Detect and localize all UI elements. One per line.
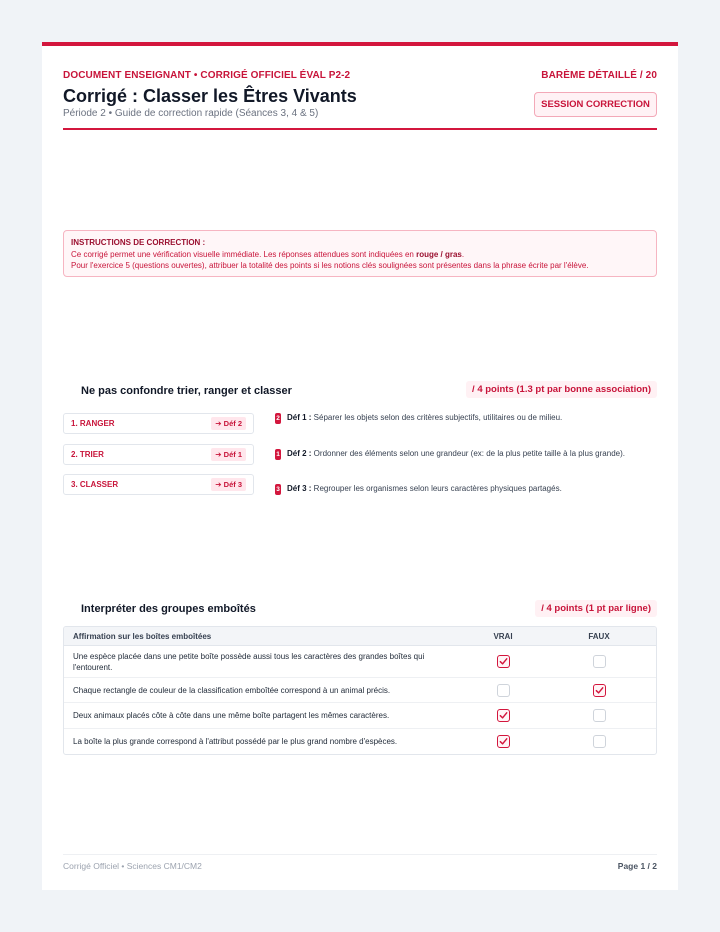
term-label: 2. TRIER	[71, 450, 104, 459]
page-title: Corrigé : Classer les Êtres Vivants	[63, 86, 357, 106]
instructions-heading: INSTRUCTIONS DE CORRECTION :	[71, 238, 206, 247]
statement-text: Deux animaux placés côte à côte dans une même boîte partagent les mêmes caractères.	[73, 711, 390, 720]
term-answer-tag: ➔ Déf 3	[211, 478, 246, 491]
instructions-line-2: Pour l'exercice 5 (questions ouvertes), attribuer la totalité des points si les notions clés soulignées sont présentes dans la phrase écrite par l'élève.	[71, 261, 589, 270]
definition-text: Déf 2 : Ordonner des éléments selon une grandeur (ex: de la plus petite taille à la plus grande).	[287, 449, 625, 458]
term-answer-tag: ➔ Déf 1	[211, 448, 246, 461]
table-row	[64, 646, 656, 678]
term-trier	[63, 444, 254, 465]
definition-text: Déf 3 : Regrouper les organismes selon leurs caractères physiques partagés.	[287, 484, 562, 493]
definition-number-badge: 2	[276, 415, 280, 422]
section-1-points: / 4 points (1.3 pt par bonne association)	[466, 381, 657, 398]
section-2-title: Interpréter des groupes emboîtés	[81, 603, 256, 615]
term-label: 1. RANGER	[71, 419, 115, 428]
false-checkbox[interactable]	[593, 735, 606, 748]
bareme-label: BARÈME DÉTAILLÉ / 20	[541, 70, 657, 81]
footer-divider	[63, 854, 657, 855]
true-checkbox[interactable]	[497, 709, 510, 722]
column-header-true: VRAI	[493, 631, 513, 641]
true-false-table	[63, 626, 657, 755]
column-header-statement: Affirmation sur les boîtes emboîtées	[73, 631, 212, 641]
statement-text: Une espèce placée dans une petite boîte possède aussi tous les caractères des grandes boîtes qui l'entourent.	[73, 651, 425, 672]
section-1-title: Ne pas confondre trier, ranger et classer	[81, 385, 292, 397]
document-page	[42, 42, 678, 890]
session-badge: SESSION CORRECTION	[534, 92, 657, 117]
table-body	[64, 646, 656, 754]
instructions-line-1: Ce corrigé permet une vérification visuelle immédiate. Les réponses attendues sont indiquées en rouge / gras.	[71, 250, 465, 259]
term-ranger	[63, 413, 254, 434]
table-row	[64, 678, 656, 703]
definition-1	[275, 413, 665, 424]
term-answer-tag: ➔ Déf 2	[211, 417, 246, 430]
statement-text: Chaque rectangle de couleur de la classification emboîtée correspond à un animal précis.	[73, 685, 391, 695]
footer-text: Corrigé Officiel • Sciences CM1/CM2	[63, 861, 202, 871]
definition-text: Déf 1 : Séparer les objets selon des critères subjectifs, utilitaires ou de milieu.	[287, 413, 563, 422]
statement-text: La boîte la plus grande correspond à l'attribut possédé par le plus grand nombre d'espèces.	[73, 737, 398, 746]
page-subtitle: Période 2 • Guide de correction rapide (Séances 3, 4 & 5)	[63, 108, 319, 119]
correction-instructions	[63, 230, 657, 277]
term-label: 3. CLASSER	[71, 480, 119, 489]
column-header-false: FAUX	[588, 631, 610, 641]
false-checkbox[interactable]	[593, 709, 606, 722]
definition-number-badge: 1	[276, 451, 280, 458]
table-row	[64, 729, 656, 754]
document-eyebrow: DOCUMENT ENSEIGNANT • CORRIGÉ OFFICIEL ÉVAL P2-2	[63, 70, 351, 81]
false-checkbox[interactable]	[593, 655, 606, 668]
true-checkbox[interactable]	[497, 684, 510, 697]
definition-number-badge: 3	[276, 486, 280, 493]
section-2-points: / 4 points (1 pt par ligne)	[535, 600, 657, 617]
definition-3	[275, 484, 665, 495]
false-checkbox[interactable]	[593, 684, 606, 697]
page-number: Page 1 / 2	[617, 861, 657, 871]
true-checkbox[interactable]	[497, 735, 510, 748]
true-checkbox[interactable]	[497, 655, 510, 668]
table-header	[64, 627, 656, 646]
header-divider	[63, 128, 657, 130]
term-classer	[63, 474, 254, 495]
definition-2	[275, 449, 665, 460]
table-row	[64, 703, 656, 729]
